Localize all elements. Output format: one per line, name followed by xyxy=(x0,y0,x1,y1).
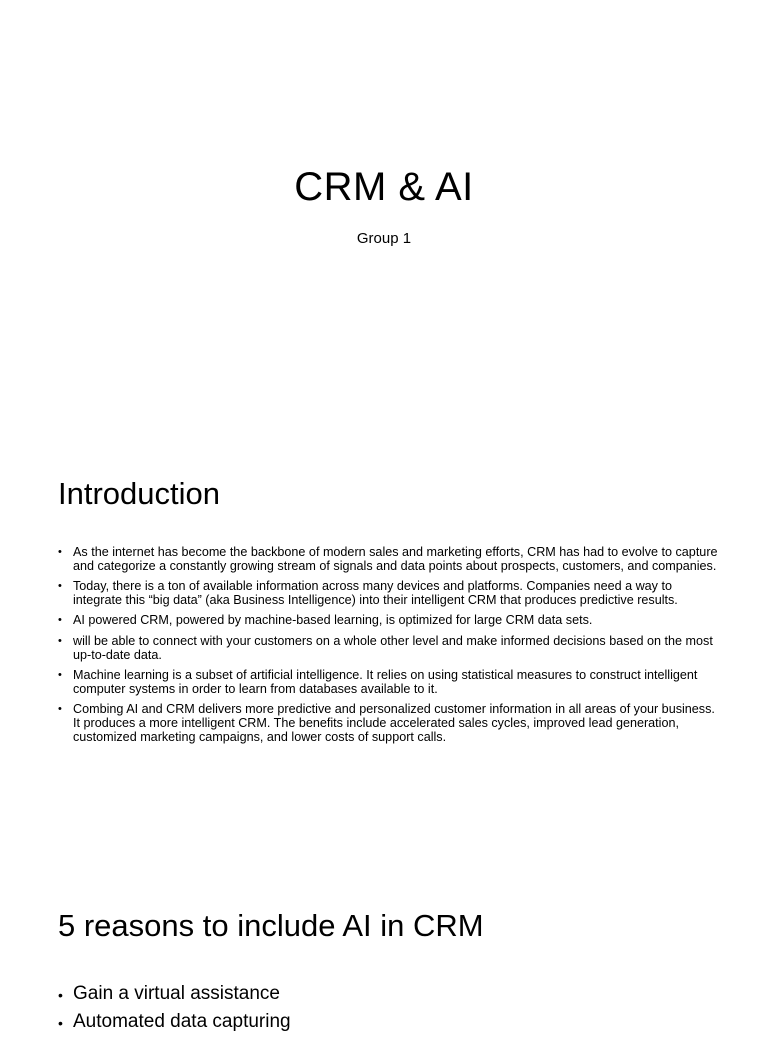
slide-title: 5 reasons to include AI in CRM xyxy=(58,908,484,943)
bullet-list xyxy=(58,546,718,751)
bullet-item xyxy=(58,669,718,696)
bullet-item xyxy=(58,635,718,662)
bullet-list xyxy=(58,981,718,1037)
bullet-text: Gain a virtual assistance xyxy=(73,983,280,1004)
bullet-item xyxy=(58,614,718,628)
bullet-item xyxy=(58,1009,718,1035)
bullet-item xyxy=(58,546,718,573)
bullet-item xyxy=(58,580,718,607)
bullet-item xyxy=(58,703,718,744)
introduction-slide xyxy=(0,432,768,864)
bullet-text: AI powered CRM, powered by machine-based learning, is optimized for large CRM data sets. xyxy=(73,613,593,628)
bullet-text: Automated data capturing xyxy=(73,1011,291,1032)
bullet-icon: • xyxy=(58,614,62,627)
bullet-text: will be able to connect with your customers on a whole other level and make informed decisions based on the most up-to-date data. xyxy=(73,633,713,662)
bullet-icon: • xyxy=(58,669,62,682)
bullet-text: Combing AI and CRM delivers more predictive and personalized customer information in all areas of your business. It produces a more intelligent CRM. The benefits include accelerated sales cycles, improved lead generation, customized marketing campaigns, and lower costs of support calls. xyxy=(73,702,715,744)
bullet-text: As the internet has become the backbone of modern sales and marketing efforts, CRM has had to evolve to capture and categorize a constantly growing stream of signals and data points about prospects, customers, and companies. xyxy=(73,545,718,573)
slide-title: Introduction xyxy=(58,476,220,511)
presentation-title: CRM & AI xyxy=(294,165,474,209)
bullet-icon: • xyxy=(58,580,62,593)
bullet-icon: • xyxy=(58,987,63,1003)
title-slide xyxy=(0,0,768,432)
bullet-icon: • xyxy=(58,703,62,716)
reasons-slide xyxy=(0,864,768,1032)
bullet-text: Machine learning is a subset of artificial intelligence. It relies on using statistical measures to construct intelligent computer systems in order to learn from databases available to it. xyxy=(73,668,698,696)
presentation-subtitle: Group 1 xyxy=(356,230,412,247)
bullet-icon: • xyxy=(58,1015,63,1031)
bullet-text: Today, there is a ton of available information across many devices and platforms. Companies need a way to integrate this “big data” (aka Business Intelligence) into their intelligent CRM that produces predictive results. xyxy=(73,579,678,607)
bullet-icon: • xyxy=(58,634,62,647)
bullet-item xyxy=(58,981,718,1007)
bullet-icon: • xyxy=(58,546,62,558)
